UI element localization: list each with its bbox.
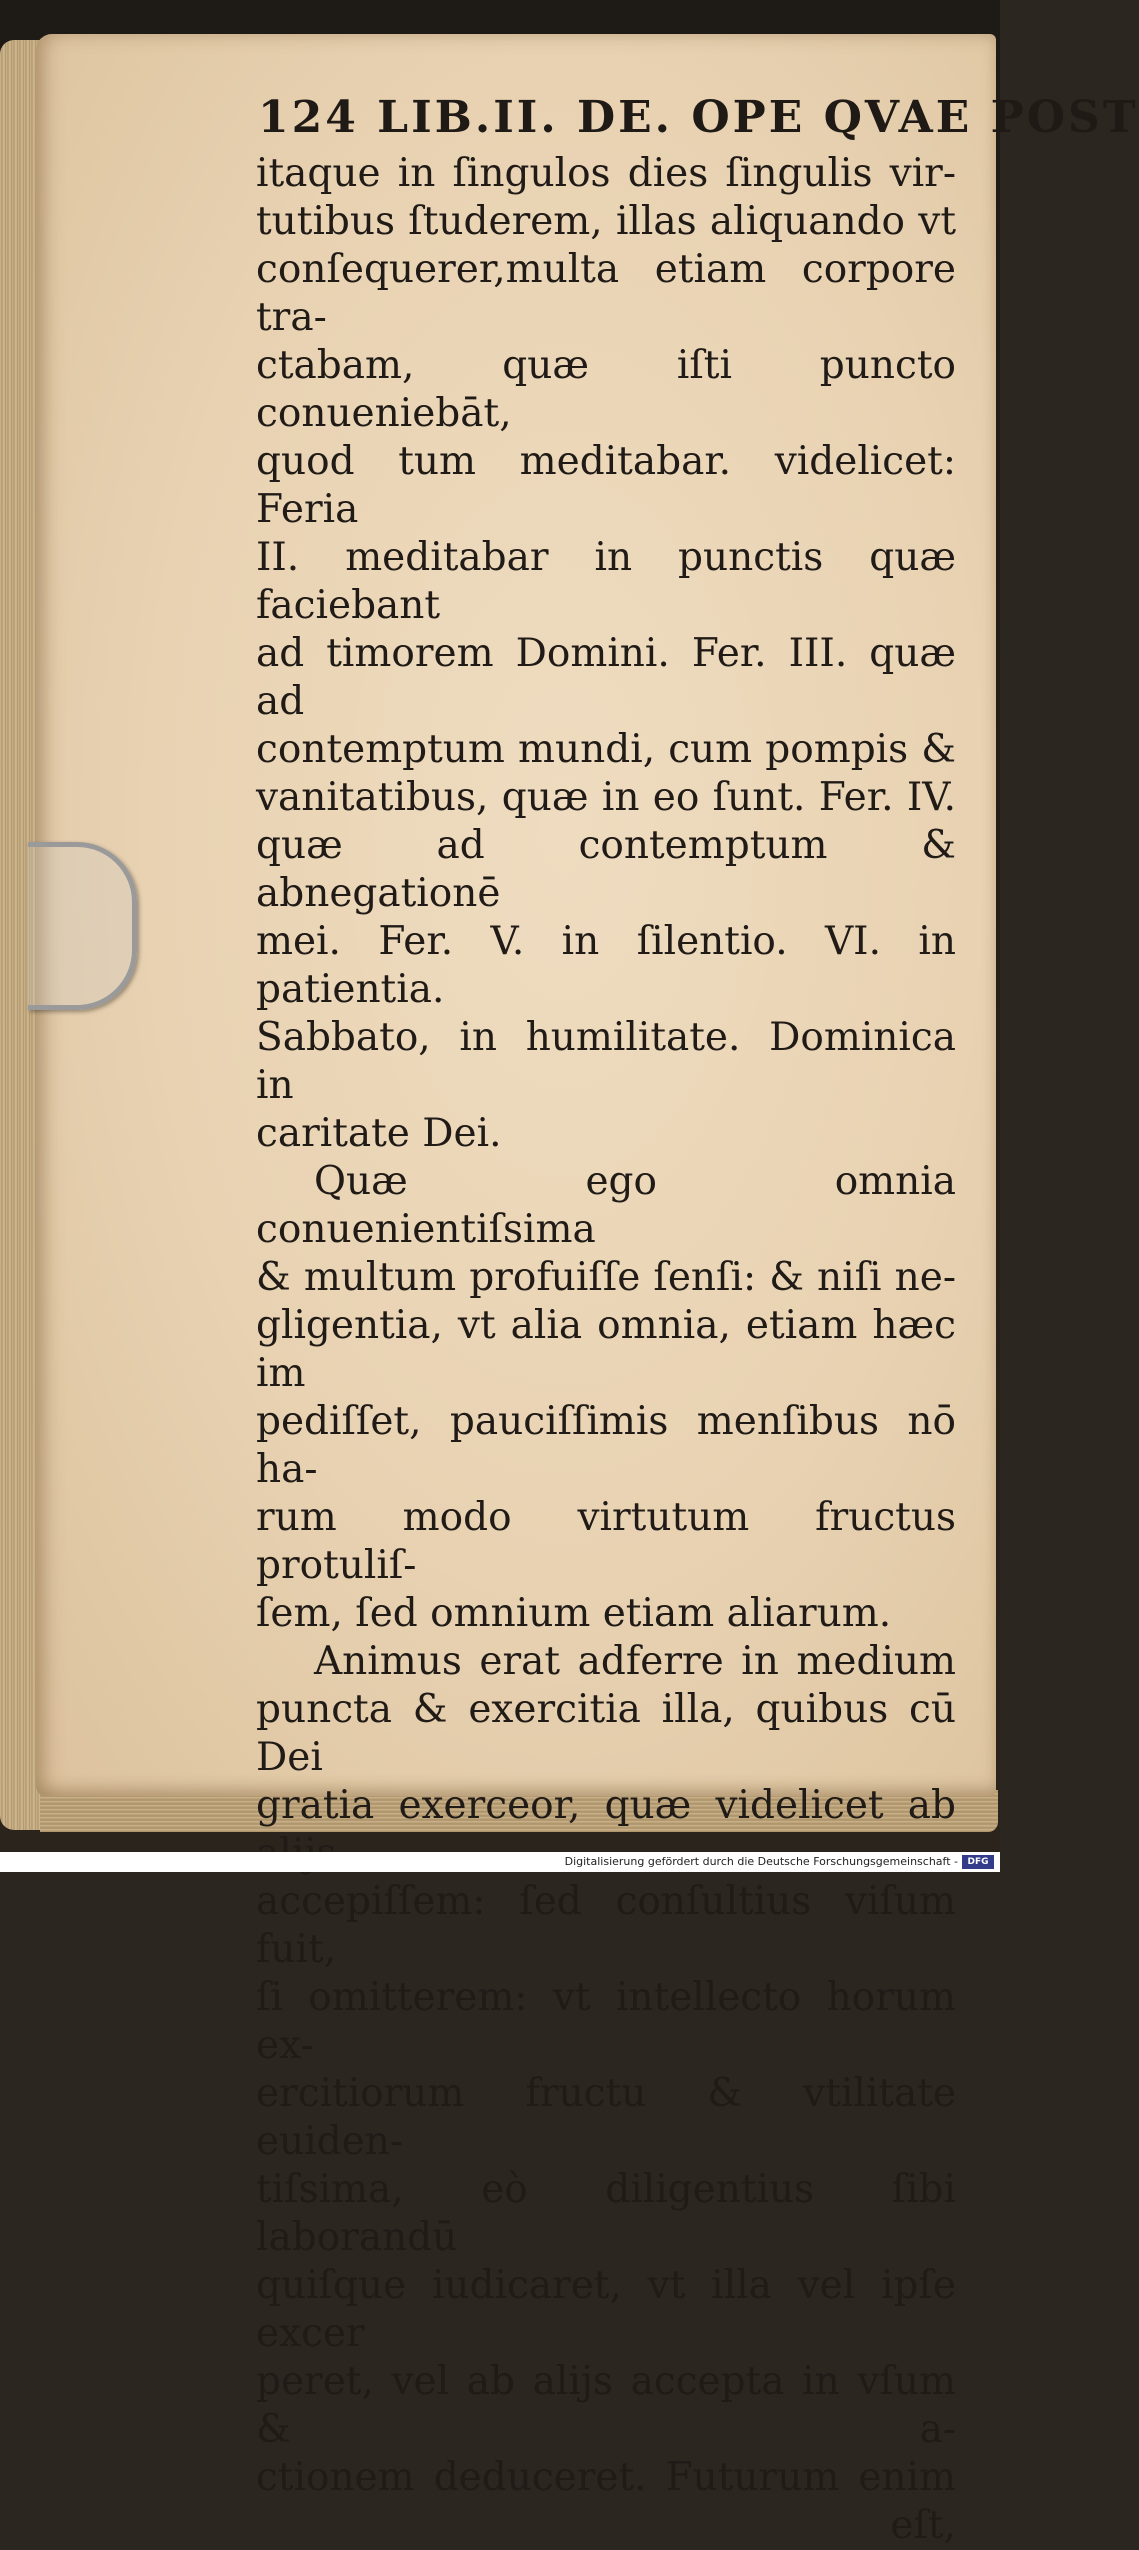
- page-clip-icon: [28, 842, 137, 1010]
- text-line: accepiſſem: ſed conſultius viſum fuit,: [256, 1879, 956, 1972]
- footer-credit: Digitalisierung gefördert durch die Deutsche Forschungsgemeinschaft -: [564, 1855, 958, 1868]
- text-line: gligentia, vt alia omnia, etiam hæc im: [256, 1303, 956, 1396]
- text-line: II. meditabar in punctis quæ faciebant: [256, 535, 956, 628]
- text-line: ſi omitterem: vt intellecto horum ex-: [256, 1975, 956, 2068]
- text-line: tutibus ſtuderem, illas aliquando vt: [256, 199, 956, 244]
- text-line: & multum profuiſſe ſenſi: & niſi ne-: [256, 1255, 956, 1300]
- text-line: vanitatibus, quæ in eo ſunt. Fer. IV.: [256, 775, 956, 820]
- text-line: Quæ ego omnia conuenientiſsima: [256, 1159, 956, 1252]
- text-line: quiſque iudicaret, vt illa vel ipſe excer: [256, 2263, 956, 2356]
- running-header: 124 LIB.II. DE. OPE QVAE POST: [258, 92, 1139, 143]
- text-line: ctabam, quæ iſti puncto conueniebāt,: [256, 343, 956, 436]
- catchword: eſt,: [890, 2503, 956, 2548]
- text-line: Sabbato, in humilitate. Dominica in: [256, 1015, 956, 1108]
- text-line: rum modo virtutum fructus protuliſ-: [256, 1495, 956, 1588]
- text-line: ſem, ſed omnium etiam aliarum.: [256, 1591, 892, 1636]
- dfg-logo: DFG: [962, 1855, 994, 1869]
- text-line: itaque in ſingulos dies ſingulis vir-: [256, 151, 956, 196]
- text-line: tiſsima, eò diligentius ſibi laborandū: [256, 2167, 956, 2260]
- text-line: contemptum mundi, cum pompis &: [256, 727, 956, 772]
- text-line: quod tum meditabar. videlicet: Feria: [256, 439, 956, 532]
- text-line: puncta & exercitia illa, quibus cū Dei: [256, 1687, 956, 1780]
- page-body-text: [256, 150, 956, 2550]
- digitization-footer: [0, 1852, 1000, 1872]
- text-line: pediſſet, pauciſſimis menſibus nō ha-: [256, 1399, 956, 1492]
- text-line: ercitiorum fructu & vtilitate euiden-: [256, 2071, 956, 2164]
- text-line: peret, vel ab alijs accepta in vſum & a-: [256, 2359, 956, 2452]
- text-line: conſequerer,multa etiam corpore tra-: [256, 247, 956, 340]
- text-line: ad timorem Domini. Fer. III. quæ ad: [256, 631, 956, 724]
- text-line: mei. Fer. V. in ſilentio. VI. in patientia.: [256, 919, 956, 1012]
- text-line: caritate Dei.: [256, 1111, 502, 1156]
- text-line: gratia exerceor, quæ videlicet ab: [256, 1783, 956, 1828]
- text-line: ctionem deduceret. Futurum enim: [256, 2455, 956, 2500]
- text-line: Animus erat adferre in medium: [314, 1639, 956, 1684]
- text-line: quæ ad contemptum & abnegationē: [256, 823, 956, 916]
